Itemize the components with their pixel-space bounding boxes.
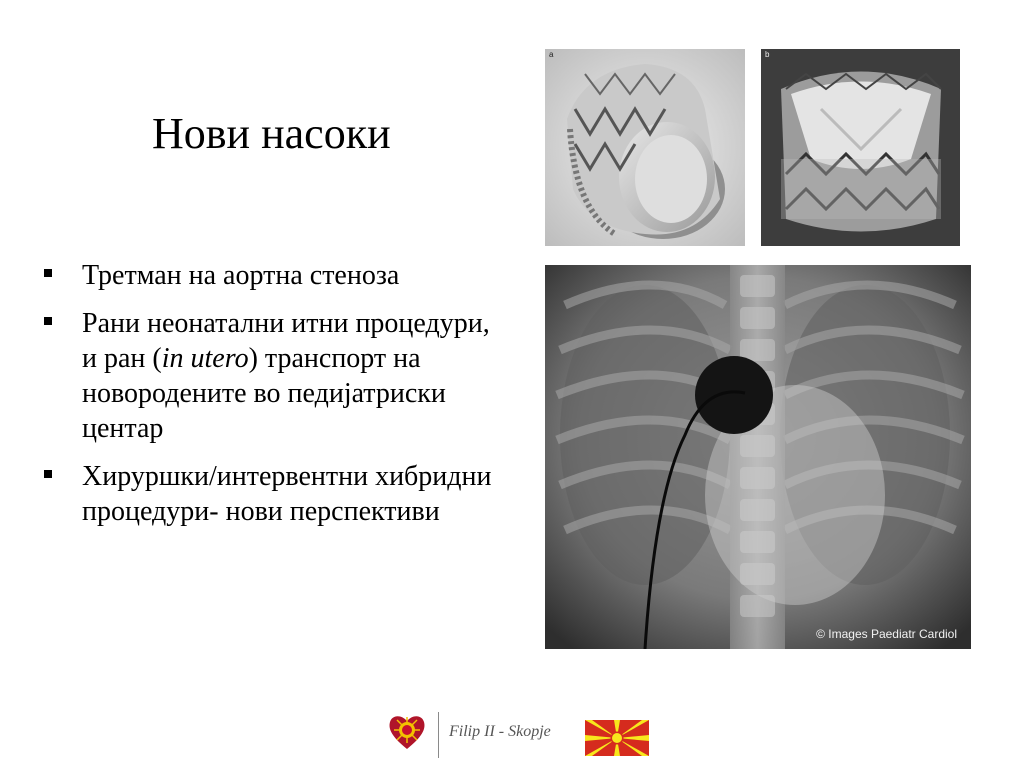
bullet-text-pre: Рани неонатални итни процедури, и ран ( <box>82 308 490 374</box>
slide-title: Нови насоки <box>152 109 391 158</box>
bullet-list <box>44 258 494 542</box>
panel-label: a <box>549 50 554 59</box>
bullet-text: Хируршки/интервентни хибридни процедури- нови перспективи <box>82 461 492 527</box>
valve-stent-photo-side <box>545 49 745 246</box>
heart-logo-icon <box>386 711 428 758</box>
panel-label: b <box>765 50 770 59</box>
image-credit: © Images Paediatr Cardiol <box>816 627 957 641</box>
bullet-item <box>44 306 494 446</box>
footer-text: Filip II - Skopje <box>449 723 551 740</box>
square-bullet-icon <box>44 470 52 478</box>
chest-xray-image <box>545 265 971 649</box>
square-bullet-icon <box>44 269 52 277</box>
bullet-text-post: ) транспорт на новородените во педијатриски центар <box>82 343 446 444</box>
bullet-text: Третман на аортна стеноза <box>82 260 400 291</box>
bullet-item <box>44 459 494 529</box>
square-bullet-icon <box>44 317 52 325</box>
valve-stent-photo-top <box>761 49 960 246</box>
footer-divider <box>438 712 439 758</box>
macedonian-flag-icon <box>585 720 649 761</box>
bullet-text-italic: in utero <box>161 343 249 374</box>
bullet-item <box>44 258 494 293</box>
